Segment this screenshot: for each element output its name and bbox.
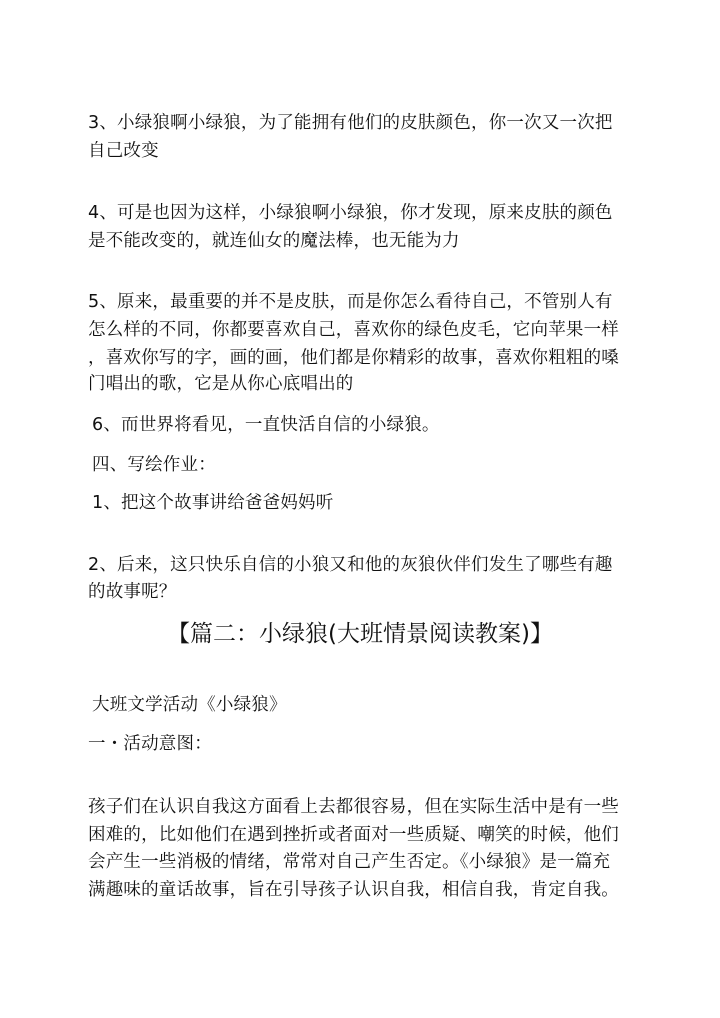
section-heading: 【篇二：小绿狼(大班情景阅读教案)】 [167, 621, 553, 647]
text-line: 4、可是也因为这样，小绿狼啊小绿狼，你才发现，原来皮肤的颜色 [88, 203, 613, 223]
text-line: 3、小绿狼啊小绿狼，为了能拥有他们的皮肤颜色，你一次又一次把 [88, 113, 613, 133]
text-line: 满趣味的童话故事，旨在引导孩子认识自我，相信自我，肯定自我。 [88, 880, 619, 900]
text-line: 会产生一些消极的情绪，常常对自己产生否定。《小绿狼》是一篇充 [88, 852, 611, 872]
text-line: 怎么样的不同，你都要喜欢自己，喜欢你的绿色皮毛，它向苹果一样 [88, 320, 619, 340]
text-line: 孩子们在认识自我这方面看上去都很容易，但在实际生活中是有一些 [88, 797, 619, 817]
text-line: ，喜欢你写的字，画的画，他们都是你精彩的故事，喜欢你粗粗的嗓 [88, 348, 619, 368]
section-title: 四、写绘作业： [92, 455, 216, 475]
activity-title: 大班文学活动《小绿狼》 [92, 695, 287, 715]
text-line: 困难的，比如他们在遇到挫折或者面对一些质疑、嘲笑的时候，他们 [88, 825, 619, 845]
text-line: 是不能改变的，就连仙女的魔法棒，也无能为力 [88, 231, 460, 251]
text-line: 5、原来，最重要的并不是皮肤，而是你怎么看待自己，不管别人有 [88, 292, 613, 312]
text-line: 门唱出的歌，它是从你心底唱出的 [88, 374, 354, 394]
text-line: 1、把这个故事讲给爸爸妈妈听 [92, 493, 334, 513]
subsection-title: 一・活动意图： [88, 734, 212, 754]
text-line: 自己改变 [88, 141, 159, 161]
text-line: 的故事呢？ [88, 582, 177, 602]
text-line: 6、而世界将看见，一直快活自信的小绿狼。 [92, 415, 440, 435]
text-line: 2、后来，这只快乐自信的小狼又和他的灰狼伙伴们发生了哪些有趣 [88, 555, 613, 575]
